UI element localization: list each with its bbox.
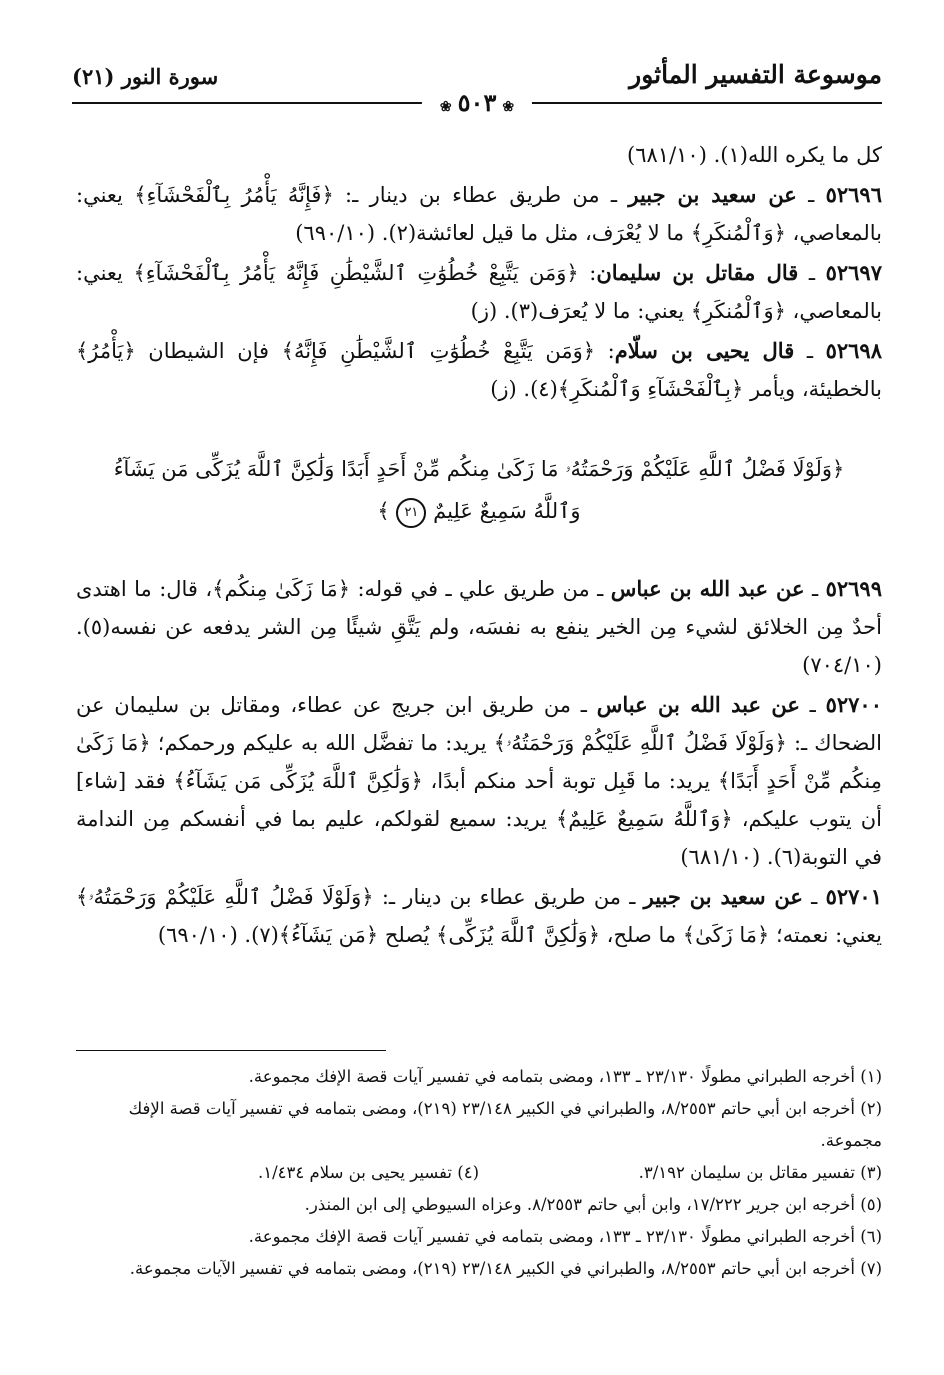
narration-text: ـ من طريق علي ـ في قوله: ﴿مَا زَكَىٰ مِنكُم﴾، قال: ما اهتدى أحدٌ مِن الخلائق لشيء مِن الخير ينفع به نفسَه، ولم يَتَّقِ شيئًا مِن الشر يدفعه عن نفسه(٥). (٧٠٤/١٠) <box>76 577 882 677</box>
footnote-row <box>76 1157 882 1189</box>
ayah-number-icon: ٢١ <box>396 498 426 528</box>
footnote: (٤) تفسير يحيى بن سلام ١/٤٣٤. <box>258 1163 479 1182</box>
footnote: (٧) أخرجه ابن أبي حاتم ٨/٢٥٥٣، والطبراني في الكبير ٢٣/١٤٨ (٢١٩)، ومضى بتمامه في تفسير الآيات مجموعة. <box>129 1259 882 1278</box>
narration-number: ٥٢٦٩٧ <box>825 260 882 285</box>
narrator-name: قال مقاتل بن سليمان <box>596 260 799 285</box>
narration-number: ٥٢٧٠٠ <box>825 692 882 717</box>
verse-line-1: ﴿وَلَوْلَا فَضْلُ ٱللَّهِ عَلَيْكُمْ وَرَحْمَتُهُۥ مَا زَكَىٰ مِنكُم مِّنْ أَحَدٍ أَبَدًا وَلَٰكِنَّ ٱللَّهَ يُزَكِّى مَن يَشَآءُ <box>113 457 845 481</box>
page-number <box>422 88 532 117</box>
ornament-icon: ❀ <box>502 99 515 115</box>
book-title: موسوعة التفسير المأثور <box>629 60 882 89</box>
narration-text: : ﴿وَمَن يَتَّبِعْ خُطُوَٰتِ ٱلشَّيْطَٰنِ فَإِنَّهُ﴾ فإن الشيطان ﴿يَأْمُرُ﴾ بالخطيئة، ويأمر ﴿بِٱلْفَحْشَآءِ وَٱلْمُنكَرِ﴾(٤). (ز) <box>76 339 882 401</box>
main-text <box>76 136 882 956</box>
footnote: (١) أخرجه الطبراني مطولًا ٢٣/١٣٠ ـ ١٣٣، ومضى بتمامه في تفسير آيات قصة الإفك مجموعة. <box>248 1067 882 1086</box>
quran-verse <box>76 448 882 532</box>
footnotes <box>76 1050 882 1285</box>
narration-paragraph: ٥٢٦٩٦ ـ عن سعيد بن جبير ـ من طريق عطاء بن دينار ـ: ﴿فَإِنَّهُ يَأْمُرُ بِٱلْفَحْشَآءِ﴾ يعني: بالمعاصي، ﴿وَٱلْمُنكَرِ﴾ ما لا يُعْرَف، مثل ما قيل لعائشة(٢). (٦٩٠/١٠) <box>76 182 882 245</box>
narration-text: : ﴿وَمَن يَتَّبِعْ خُطُوَٰتِ ٱلشَّيْطَٰنِ فَإِنَّهُ يَأْمُرُ بِٱلْفَحْشَآءِ﴾ يعني: بالمعاصي، ﴿وَٱلْمُنكَرِ﴾ يعني: ما لا يُعرَف(٣). (ز) <box>76 261 882 323</box>
narration-text: كل ما يكره الله(١). (٦٨١/١٠) <box>627 143 882 167</box>
footnote-rule <box>76 1050 386 1051</box>
narrator-name: عن عبد الله بن عباس <box>610 576 805 601</box>
narration-number: ٥٢٦٩٦ <box>825 182 882 207</box>
narration-text: ـ من طريق عطاء بن دينار ـ: ﴿وَلَوْلَا فَضْلُ ٱللَّهِ عَلَيْكُمْ وَرَحْمَتُهُۥ﴾ يعني: نعمته؛ ﴿مَا زَكَىٰ﴾ ما صلح، ﴿وَلَٰكِنَّ ٱللَّهَ يُزَكِّى﴾ يُصلح ﴿مَن يَشَآءُ﴾(٧). (٦٩٠/١٠) <box>76 885 882 947</box>
narration-paragraph <box>76 136 882 174</box>
ornament-icon: ❀ <box>439 99 452 115</box>
page-number-value: ٥٠٣ <box>457 88 497 117</box>
verse-line-2-text: وَٱللَّهُ سَمِيعٌ عَلِيمٌ <box>433 499 581 523</box>
narration-text: ـ من طريق ابن جريج عن عطاء، ومقاتل بن سليمان عن الضحاك ـ: ﴿وَلَوْلَا فَضْلُ ٱللَّهِ عَلَيْكُمْ وَرَحْمَتُهُۥ﴾ يريد: ما تفضَّل الله به عليكم ورحمكم؛ ﴿مَا زَكَىٰ مِنكُم مِّنْ أَحَدٍ أَبَدًا﴾ يريد: ما قَبِل توبة أحد منكم أبدًا، ﴿وَلَٰكِنَّ ٱللَّهَ يُزَكِّى مَن يَشَآءُ﴾ فقد [شاء] أن يتوب عليكم، ﴿وَٱللَّهُ سَمِيعٌ عَلِيمٌ﴾ يريد: سميع لقولكم، عليم بما في أنفسكم مِن الندامة في التوبة(٦). (٦٨١/١٠) <box>76 693 882 869</box>
narrator-name: عن سعيد بن جبير <box>628 182 797 207</box>
surah-title: سورة النور (٢١) <box>72 64 219 89</box>
narrator-name: قال يحيى بن سلّام <box>614 338 795 363</box>
narration-paragraph: ٥٢٦٩٩ ـ عن عبد الله بن عباس ـ من طريق علي ـ في قوله: ﴿مَا زَكَىٰ مِنكُم﴾، قال: ما اهتدى أحدٌ مِن الخلائق لشيء مِن الخير ينفع به نفسَه، ولم يَتَّقِ شيئًا مِن الشر يدفعه عن نفسه(٥). (٧٠٤/١٠) <box>76 576 882 677</box>
narration-number: ٥٢٦٩٨ <box>825 338 882 363</box>
narrator-name: عن سعيد بن جبير <box>643 884 803 909</box>
page-header <box>72 60 882 120</box>
narration-text: ـ من طريق عطاء بن دينار ـ: ﴿فَإِنَّهُ يَأْمُرُ بِٱلْفَحْشَآءِ﴾ يعني: بالمعاصي، ﴿وَٱلْمُنكَرِ﴾ ما لا يُعْرَف، مثل ما قيل لعائشة(٢). (٦٩٠/١٠) <box>76 183 882 245</box>
verse-close-bracket: ﴾ <box>377 499 390 523</box>
narration-paragraph: ٥٢٦٩٨ ـ قال يحيى بن سلّام: ﴿وَمَن يَتَّبِعْ خُطُوَٰتِ ٱلشَّيْطَٰنِ فَإِنَّهُ﴾ فإن الشيطان ﴿يَأْمُرُ﴾ بالخطيئة، ويأمر ﴿بِٱلْفَحْشَآءِ وَٱلْمُنكَرِ﴾(٤). (ز) <box>76 338 882 401</box>
narration-number: ٥٢٧٠١ <box>825 884 882 909</box>
narration-paragraph: ٥٢٦٩٧ ـ قال مقاتل بن سليمان: ﴿وَمَن يَتَّبِعْ خُطُوَٰتِ ٱلشَّيْطَٰنِ فَإِنَّهُ يَأْمُرُ بِٱلْفَحْشَآءِ﴾ يعني: بالمعاصي، ﴿وَٱلْمُنكَرِ﴾ يعني: ما لا يُعرَف(٣). (ز) <box>76 260 882 323</box>
footnote: (٢) أخرجه ابن أبي حاتم ٨/٢٥٥٣، والطبراني في الكبير ٢٣/١٤٨ (٢١٩)، ومضى بتمامه في تفسير آيات قصة الإفك مجموعة. <box>128 1099 882 1150</box>
narration-paragraph: ٥٢٧٠١ ـ عن سعيد بن جبير ـ من طريق عطاء بن دينار ـ: ﴿وَلَوْلَا فَضْلُ ٱللَّهِ عَلَيْكُمْ وَرَحْمَتُهُۥ﴾ يعني: نعمته؛ ﴿مَا زَكَىٰ﴾ ما صلح، ﴿وَلَٰكِنَّ ٱللَّهَ يُزَكِّى﴾ يُصلح ﴿مَن يَشَآءُ﴾(٧). (٦٩٠/١٠) <box>76 884 882 947</box>
footnote: (٣) تفسير مقاتل بن سليمان ٣/١٩٢. <box>638 1163 882 1182</box>
narrator-name: عن عبد الله بن عباس <box>596 692 800 717</box>
narration-number: ٥٢٦٩٩ <box>825 576 882 601</box>
footnote: (٥) أخرجه ابن جرير ١٧/٢٢٢، وابن أبي حاتم ٨/٢٥٥٣. وعزاه السيوطي إلى ابن المنذر. <box>304 1195 882 1214</box>
footnote: (٦) أخرجه الطبراني مطولًا ٢٣/١٣٠ ـ ١٣٣، ومضى بتمامه في تفسير آيات قصة الإفك مجموعة. <box>248 1227 882 1246</box>
verse-line-2 <box>76 490 882 532</box>
narration-paragraph: ٥٢٧٠٠ ـ عن عبد الله بن عباس ـ من طريق ابن جريج عن عطاء، ومقاتل بن سليمان عن الضحاك ـ: ﴿وَلَوْلَا فَضْلُ ٱللَّهِ عَلَيْكُمْ وَرَحْمَتُهُۥ﴾ يريد: ما تفضَّل الله به عليكم ورحمكم؛ ﴿مَا زَكَىٰ مِنكُم مِّنْ أَحَدٍ أَبَدًا﴾ يريد: ما قَبِل توبة أحد منكم أبدًا، ﴿وَلَٰكِنَّ ٱللَّهَ يُزَكِّى مَن يَشَآءُ﴾ فقد [شاء] أن يتوب عليكم، ﴿وَٱللَّهُ سَمِيعٌ عَلِيمٌ﴾ يريد: سميع لقولكم، عليم بما في أنفسكم مِن الندامة في التوبة(٦). (٦٨١/١٠) <box>76 692 882 869</box>
